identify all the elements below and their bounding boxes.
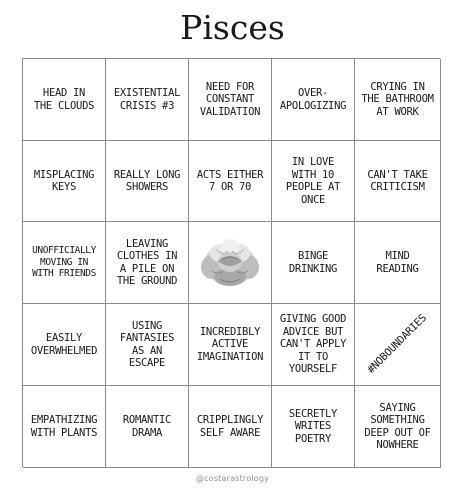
bingo-cell <box>23 386 106 468</box>
bingo-cell <box>355 222 441 304</box>
bingo-cell-label: EASILY OVERWHELMED <box>30 332 98 357</box>
bingo-cell <box>106 59 189 141</box>
bingo-cell <box>189 304 272 386</box>
bingo-cell-label: ROMANTIC DRAMA <box>122 414 172 439</box>
bingo-cell <box>106 304 189 386</box>
bingo-cell <box>272 141 355 222</box>
bingo-cell-label: OVER- APOLOGIZING <box>279 87 347 112</box>
bingo-cell-label: SECRETLY WRITES POETRY <box>288 407 338 445</box>
bingo-cell-label: CAN'T TAKE CRITICISM <box>367 168 428 193</box>
bingo-cell-label: #NOBOUNDARIES <box>365 312 430 377</box>
bingo-cell <box>23 304 106 386</box>
bingo-cell <box>189 141 272 222</box>
bingo-cell <box>355 304 441 386</box>
bingo-cell <box>355 59 441 141</box>
bingo-cell-label: EMPATHIZING WITH PLANTS <box>30 414 98 439</box>
peony-flower-icon <box>198 222 262 304</box>
bingo-card <box>22 58 440 467</box>
bingo-cell-label: REALLY LONG SHOWERS <box>113 168 181 193</box>
bingo-cell-label: CRIPPLINGLY SELF AWARE <box>196 414 264 439</box>
bingo-cell-label: CRYING IN THE BATHROOM AT WORK <box>361 80 434 118</box>
bingo-cell-label: ACTS EITHER 7 OR 70 <box>196 168 264 193</box>
credit-handle: @costarastrology <box>195 474 270 483</box>
bingo-cell-label: LEAVING CLOTHES IN A PILE ON THE GROUND <box>116 237 178 287</box>
bingo-cell <box>106 222 189 304</box>
bingo-cell-label: GIVING GOOD ADVICE BUT CAN'T APPLY IT TO YOURSELF <box>279 313 347 376</box>
bingo-cell <box>189 386 272 468</box>
bingo-cell-label: IN LOVE WITH 10 PEOPLE AT ONCE <box>285 156 341 206</box>
bingo-cell <box>272 304 355 386</box>
bingo-cell <box>23 141 106 222</box>
bingo-cell-label: HEAD IN THE CLOUDS <box>33 87 95 112</box>
bingo-cell <box>355 386 441 468</box>
bingo-cell-label: USING FANTASIES AS AN ESCAPE <box>119 319 175 369</box>
bingo-cell-label: EXISTENTIAL CRISIS #3 <box>113 87 181 112</box>
bingo-cell <box>355 141 441 222</box>
bingo-cell-label: UNOFFICIALLY MOVING IN WITH FRIENDS <box>32 245 96 280</box>
bingo-cell-label: MIND READING <box>376 250 419 275</box>
free-space-cell <box>189 222 272 304</box>
bingo-cell-label: INCREDIBLY ACTIVE IMAGINATION <box>196 325 264 363</box>
bingo-cell <box>23 59 106 141</box>
bingo-cell-label: BINGE DRINKING <box>288 250 338 275</box>
bingo-cell <box>272 386 355 468</box>
bingo-cell <box>272 222 355 304</box>
bingo-cell-label: NEED FOR CONSTANT VALIDATION <box>199 80 261 118</box>
bingo-cell <box>23 222 106 304</box>
bingo-cell <box>106 141 189 222</box>
page-title: Pisces <box>180 8 285 47</box>
bingo-cell-label: MISPLACING KEYS <box>33 168 95 193</box>
bingo-cell <box>272 59 355 141</box>
bingo-cell <box>106 386 189 468</box>
bingo-cell-label: SAYING SOMETHING DEEP OUT OF NOWHERE <box>364 401 431 451</box>
bingo-cell <box>189 59 272 141</box>
